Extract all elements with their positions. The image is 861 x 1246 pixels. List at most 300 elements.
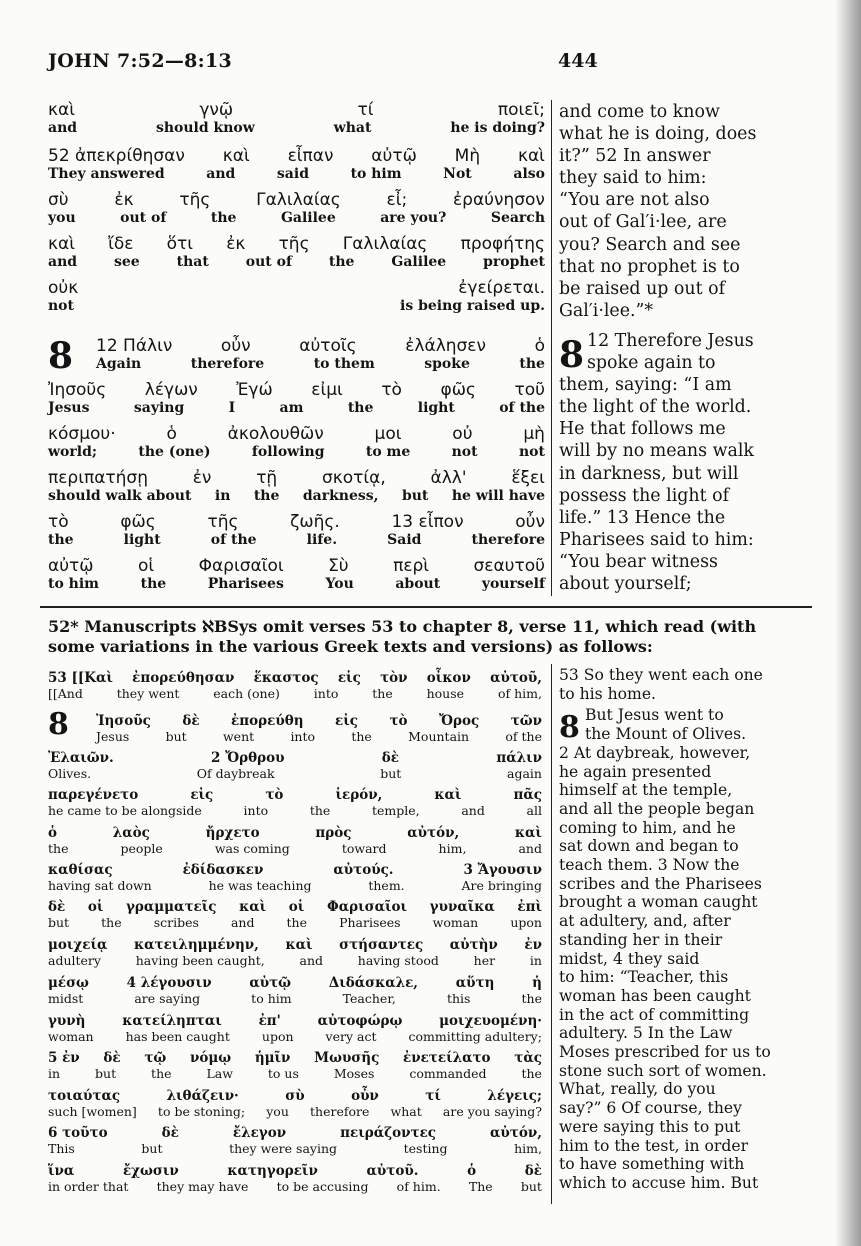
translation-line: brought a woman caught [559, 893, 758, 912]
greek-word: ἐλάλησεν [405, 336, 486, 356]
greek-word: καὶ [239, 899, 267, 915]
greek-word: δὲ [103, 1050, 121, 1066]
interlinear-row [48, 1088, 542, 1119]
greek-word: ὅτι [166, 234, 194, 254]
greek-word: στήσαντες [339, 937, 424, 953]
translation-line: they said to him: [559, 168, 707, 189]
english-gloss: him, [514, 1141, 542, 1156]
greek-word: μέσῳ [48, 975, 89, 991]
translation-line: possess the light of [559, 485, 730, 506]
translation-line: standing her in their [559, 930, 723, 949]
translation-line: the Mount of Olives. [585, 725, 747, 744]
greek-word: καθίσας [48, 862, 113, 878]
english-gloss: should know [155, 120, 255, 136]
english-gloss: upon [261, 1029, 294, 1044]
greek-word: πρὸς [315, 825, 352, 841]
english-gloss: he was teaching [208, 878, 312, 893]
greek-word: Ἰησοῦς [48, 380, 107, 400]
interlinear-row [96, 713, 542, 744]
greek-word: ἐν [192, 468, 212, 488]
interlinear-row [48, 100, 545, 136]
english-gloss: upon [510, 915, 542, 930]
translation-line: in darkness, but will [559, 463, 739, 484]
english-gloss: the [521, 1066, 542, 1081]
greek-word: καὶ [48, 234, 75, 254]
english-gloss: in order that [48, 1179, 129, 1194]
english-gloss: and [48, 254, 78, 270]
english-gloss: Pharisees [207, 576, 284, 592]
english-gloss: and [230, 915, 255, 930]
greek-word: λαὸς [112, 825, 150, 841]
interlinear-row [48, 424, 545, 460]
greek-word: ἐν [524, 937, 542, 953]
english-gloss: to him [251, 991, 292, 1006]
greek-word: λέγεις; [487, 1088, 542, 1104]
english-gloss: the [521, 991, 542, 1006]
greek-word: Μὴ [454, 146, 481, 166]
translation-line: woman has been caught [559, 986, 751, 1005]
english-gloss: to be accusing [276, 1179, 369, 1194]
translation-line: that no prophet is to [559, 256, 740, 277]
greek-word: προφήτης [460, 234, 545, 254]
english-gloss: each (one) [213, 686, 280, 701]
english-gloss: having been caught, [135, 953, 265, 968]
english-gloss: therefore [190, 356, 265, 372]
footnote-rule [40, 606, 812, 608]
english-gloss: woman [432, 915, 479, 930]
greek-word: οὖν [515, 512, 545, 532]
greek-word: καὶ [434, 787, 462, 803]
greek-word: εἰς [190, 787, 214, 803]
greek-word: ἤρχετο [205, 825, 260, 841]
english-gloss: of him, [497, 686, 542, 701]
translation-line: spoke again to [587, 353, 716, 374]
greek-word: 52 ἀπεκρίθησαν [48, 146, 185, 166]
english-gloss: is being raised up. [400, 298, 545, 314]
greek-word: τῷ [144, 1050, 167, 1066]
greek-word: ὁ [166, 424, 177, 444]
greek-word: εἶ; [386, 190, 408, 210]
greek-word: ὁ [534, 336, 545, 356]
column-divider-top [551, 100, 552, 596]
english-gloss: Moses [333, 1066, 375, 1081]
english-gloss: therefore [310, 1104, 370, 1119]
interlinear-row [48, 899, 542, 930]
english-gloss: are you? [380, 210, 447, 226]
english-gloss: and [48, 120, 78, 136]
greek-word: Διδάσκαλε, [328, 975, 418, 991]
english-gloss: light [123, 532, 161, 548]
english-gloss: Said [387, 532, 422, 548]
interlinear-row [96, 336, 545, 372]
greek-word: πειράζοντες [340, 1125, 436, 1141]
translation-line: himself at the temple, [559, 781, 733, 800]
greek-word: αὐτοῖς [299, 336, 357, 356]
english-gloss: the [210, 210, 237, 226]
greek-word: πάλιν [496, 750, 542, 766]
english-gloss: also [513, 166, 545, 182]
english-gloss: has been caught [125, 1029, 230, 1044]
greek-word: γνῷ [199, 100, 234, 120]
translation-line: and all the people began [559, 799, 755, 818]
translation-line: which to accuse him. But [559, 1173, 759, 1192]
greek-word: 13 εἶπον [391, 512, 464, 532]
greek-word: τί [357, 100, 374, 120]
translation-line: coming to him, and he [559, 818, 736, 837]
greek-word: ἡμῖν [254, 1050, 291, 1066]
english-gloss: They answered [48, 166, 165, 182]
greek-word: εἰμι [311, 380, 343, 400]
greek-word: περιπατήσῃ [48, 468, 148, 488]
english-gloss: of him. [396, 1179, 441, 1194]
greek-word: οὐκ [48, 278, 79, 298]
translation-line: to him: “Teacher, this [559, 968, 729, 987]
english-gloss: commanded [409, 1066, 487, 1081]
greek-word: οἶκον [426, 670, 471, 686]
greek-word: αὐτόν, [490, 1125, 542, 1141]
english-gloss: of the [210, 532, 257, 548]
english-gloss: the [519, 356, 545, 372]
english-gloss: Galilee [391, 254, 447, 270]
greek-word: νόμῳ [189, 1050, 232, 1066]
greek-word: ἐραύνησον [452, 190, 545, 210]
english-gloss: am [279, 400, 304, 416]
greek-word: εἶπαν [287, 146, 334, 166]
greek-word: καὶ [48, 100, 75, 120]
chapter-numeral-interlinear: 8 [48, 335, 74, 377]
english-gloss: not [518, 444, 545, 460]
english-gloss: the [140, 576, 167, 592]
english-gloss: should walk about [48, 488, 192, 504]
english-gloss: them. [368, 878, 405, 893]
greek-word: οὖν [220, 336, 251, 356]
greek-word: Γαλιλαίας [256, 190, 341, 210]
english-gloss: him, [438, 841, 467, 856]
greek-word: Μωυσῆς [314, 1050, 380, 1066]
greek-word: ἐγείρεται. [458, 278, 545, 298]
english-gloss: but [165, 729, 187, 744]
greek-word: παρεγένετο [48, 787, 139, 803]
english-gloss: to be stoning; [157, 1104, 246, 1119]
english-gloss: the [101, 915, 122, 930]
english-gloss: all [526, 803, 542, 818]
greek-word: κατειλημμένην, [134, 937, 259, 953]
greek-word: αὐτόν, [407, 825, 460, 841]
english-gloss: the [253, 488, 280, 504]
english-gloss: Teacher, [342, 991, 396, 1006]
translation-line: Pharisees said to him: [559, 529, 754, 550]
english-gloss: but [520, 1179, 542, 1194]
english-gloss: I [228, 400, 236, 416]
greek-word: ἀκολουθῶν [227, 424, 324, 444]
greek-word: τὸ [389, 713, 408, 729]
greek-word: οἱ [137, 556, 155, 576]
greek-word: ἀλλ' [430, 468, 467, 488]
translation-line: say?” 6 Of course, they [559, 1099, 742, 1118]
translation-line: will by no means walk [559, 441, 754, 462]
english-gloss: what [390, 1104, 422, 1119]
greek-word: αὐτῷ [249, 975, 292, 991]
interlinear-row [48, 190, 545, 226]
page-edge-shadow [835, 0, 861, 1246]
english-gloss: but [401, 488, 429, 504]
interlinear-row [48, 937, 542, 968]
english-gloss: and [206, 166, 236, 182]
english-gloss: the (one) [138, 444, 211, 460]
greek-word: εἰς [337, 670, 361, 686]
english-gloss: and [299, 953, 324, 968]
english-gloss: Search [490, 210, 545, 226]
greek-word: τί [425, 1088, 441, 1104]
greek-word: οὐ [452, 424, 473, 444]
greek-word: καὶ [517, 146, 545, 166]
greek-word: τῆς [207, 512, 239, 532]
greek-word: τὸ [265, 787, 284, 803]
translation-line: be raised up out of [559, 278, 726, 299]
english-gloss: the [48, 841, 69, 856]
greek-word: ζωῆς. [290, 512, 340, 532]
interlinear-row [48, 975, 542, 1006]
english-gloss: Mountain [408, 729, 470, 744]
greek-word: ἐκ [114, 190, 134, 210]
english-gloss: midst [48, 991, 84, 1006]
interlinear-row [48, 1125, 542, 1156]
english-gloss: life. [306, 532, 338, 548]
english-gloss: but [380, 766, 402, 781]
english-gloss: Galilee [280, 210, 336, 226]
english-gloss: to him [350, 166, 402, 182]
interlinear-row [48, 1013, 542, 1044]
greek-word: γραμματεῖς [126, 899, 217, 915]
translation-line: at adultery, and, after [559, 912, 731, 931]
page-number: 444 [558, 50, 598, 72]
english-gloss: people [120, 841, 163, 856]
translation-line: he again presented [559, 762, 712, 781]
greek-word: αὐτοῦ. [366, 1163, 419, 1179]
english-gloss: in [48, 1066, 61, 1081]
english-gloss: The [468, 1179, 493, 1194]
greek-word: αὐτοφώρῳ [317, 1013, 403, 1029]
greek-word: Φαρισαῖοι [326, 899, 408, 915]
greek-word: αὐτῷ [48, 556, 94, 576]
english-gloss: her [473, 953, 496, 968]
english-gloss: committing adultery; [408, 1029, 542, 1044]
english-gloss: he will have [451, 488, 545, 504]
english-gloss: woman [48, 1029, 94, 1044]
english-gloss: are you saying? [442, 1104, 542, 1119]
greek-word: σκοτίᾳ, [321, 468, 386, 488]
english-gloss: scribes [153, 915, 199, 930]
greek-word: ἐπ' [258, 1013, 281, 1029]
greek-word: τὸ [48, 512, 69, 532]
translation-line: Gal′i·lee.”* [559, 300, 654, 321]
english-gloss: and [461, 803, 485, 818]
greek-word: τῆς [179, 190, 211, 210]
translation-line: stone such sort of women. [559, 1061, 767, 1080]
greek-word: ἴδε [108, 234, 134, 254]
greek-word: Ὄρος [439, 713, 480, 729]
greek-word: γυναῖκα [429, 899, 495, 915]
english-gloss: that [176, 254, 209, 270]
greek-word: πᾶς [513, 787, 542, 803]
english-gloss: to us [267, 1066, 299, 1081]
english-gloss: world; [48, 444, 98, 460]
english-gloss: Law [206, 1066, 233, 1081]
english-gloss: they went [116, 686, 180, 701]
interlinear-row [48, 750, 542, 781]
english-gloss: [[And [48, 686, 83, 701]
english-gloss: you [48, 210, 76, 226]
english-gloss: he came to be alongside [48, 803, 202, 818]
english-gloss: Not [443, 166, 472, 182]
english-gloss: they may have [156, 1179, 249, 1194]
english-gloss: said [276, 166, 309, 182]
english-gloss: therefore [471, 532, 545, 548]
translation-line: What, really, do you [559, 1080, 716, 1099]
column-divider-bottom [551, 664, 552, 1204]
footnote [48, 617, 818, 657]
english-gloss: he is doing? [450, 120, 545, 136]
english-gloss: This [48, 1141, 75, 1156]
english-gloss: you [266, 1104, 289, 1119]
interlinear-row [48, 670, 542, 701]
greek-word: ἐπορεύθη [231, 713, 304, 729]
translation-line: in the act of committing [559, 1005, 750, 1024]
english-gloss: out of [120, 210, 167, 226]
english-gloss: light [417, 400, 455, 416]
greek-word: τὰς [514, 1050, 542, 1066]
greek-word: σεαυτοῦ [473, 556, 545, 576]
english-gloss: adultery [48, 953, 101, 968]
greek-word: δὲ [161, 1125, 179, 1141]
translation-line: 2 At daybreak, however, [559, 743, 751, 762]
interlinear-row [48, 468, 545, 504]
greek-word: Φαρισαῖοι [198, 556, 284, 576]
english-gloss: having sat down [48, 878, 152, 893]
greek-word: τὸ [381, 380, 402, 400]
translation-line: about yourself; [559, 573, 692, 594]
english-gloss: to me [365, 444, 411, 460]
greek-word: κατείληπται [122, 1013, 222, 1029]
english-gloss: about [395, 576, 441, 592]
greek-word: ἐκ [226, 234, 246, 254]
greek-word: σὺ [48, 190, 69, 210]
greek-word: ἐπὶ [517, 899, 542, 915]
english-gloss: into [290, 729, 316, 744]
english-gloss: and [518, 841, 542, 856]
english-gloss: again [507, 766, 542, 781]
interlinear-row [48, 512, 545, 548]
translation-line: midst, 4 they said [559, 949, 700, 968]
english-gloss: but [95, 1066, 117, 1081]
greek-word: δὲ [48, 899, 66, 915]
greek-word: εἰς [335, 713, 358, 729]
greek-word: τῇ [256, 468, 278, 488]
greek-word: Ἐγώ [236, 380, 273, 400]
greek-word: οὖν [351, 1088, 379, 1104]
greek-word: τῶν [510, 713, 542, 729]
greek-word: ἱερόν, [335, 787, 383, 803]
translation-line: He that follows me [559, 419, 726, 440]
greek-word: τοιαύτας [48, 1088, 121, 1104]
footnote-line: some variations in the various Greek texts and versions) as follows: [48, 637, 653, 656]
chapter-numeral-footnote-translation: 8 [559, 710, 580, 745]
greek-word: ἵνα [48, 1163, 75, 1179]
translation-line: Moses prescribed for us to [559, 1043, 771, 1062]
greek-word: ἡ [532, 975, 542, 991]
english-gloss: the [372, 686, 393, 701]
greek-word: 53 [[Καὶ [48, 670, 113, 686]
greek-word: περὶ [393, 556, 430, 576]
greek-word: Γαλιλαίας [342, 234, 428, 254]
english-gloss: into [243, 803, 269, 818]
english-gloss: saying [133, 400, 185, 416]
greek-word: φῶς [440, 380, 476, 400]
english-gloss: the [48, 532, 74, 548]
greek-word: 12 Πάλιν [96, 336, 173, 356]
greek-word: 5 ἐν [48, 1050, 80, 1066]
english-gloss: Of daybreak [196, 766, 275, 781]
footnote-line: 52* Manuscripts ℵBSys omit verses 53 to chapter 8, verse 11, which read (with [48, 617, 757, 636]
english-gloss: Jesus [96, 729, 130, 744]
greek-word: τὸν [380, 670, 408, 686]
greek-word: δὲ [381, 750, 400, 766]
english-gloss: into [313, 686, 339, 701]
interlinear-row [48, 380, 545, 416]
english-gloss: having stood [357, 953, 439, 968]
greek-word: ἐνετείλατο [403, 1050, 491, 1066]
greek-word: Ἰησοῦς [96, 713, 151, 729]
greek-word: φῶς [120, 512, 156, 532]
english-gloss: temple, [372, 803, 420, 818]
page-header [48, 50, 608, 76]
greek-word: αὐτὴν [449, 937, 498, 953]
english-gloss: what [333, 120, 372, 136]
english-gloss: out of [245, 254, 292, 270]
interlinear-row [48, 278, 545, 314]
translation-line: But Jesus went to [585, 706, 724, 725]
translation-line: life.” 13 Hence the [559, 507, 726, 528]
interlinear-row [48, 825, 542, 856]
english-gloss: to them [313, 356, 375, 372]
english-gloss: house [426, 686, 465, 701]
english-gloss: the [151, 1066, 172, 1081]
greek-word: μοι [374, 424, 402, 444]
greek-word: οἱ [288, 899, 305, 915]
greek-word: λιθάζειν· [166, 1088, 239, 1104]
english-gloss: toward [341, 841, 387, 856]
translation-line: him to the test, in order [559, 1136, 749, 1155]
greek-word: δὲ [524, 1163, 542, 1179]
greek-word: αὕτη [455, 975, 495, 991]
english-gloss: the [309, 803, 331, 818]
translation-column-bottom [559, 666, 771, 1193]
translation-line: adultery. 5 In the Law [559, 1024, 733, 1043]
english-gloss: the [286, 915, 308, 930]
english-gloss: in [529, 953, 542, 968]
english-gloss: went [222, 729, 255, 744]
english-gloss: was coming [214, 841, 290, 856]
greek-word: ὁ [467, 1163, 477, 1179]
english-gloss: of the [499, 400, 545, 416]
interlinear-row [48, 1163, 542, 1194]
english-gloss: the [328, 254, 355, 270]
translation-line: scribes and the Pharisees [559, 874, 762, 893]
greek-word: ἔλεγον [232, 1125, 287, 1141]
english-gloss: such [women] [48, 1104, 137, 1119]
greek-word: δὲ [182, 713, 200, 729]
english-gloss: Pharisees [339, 915, 401, 930]
